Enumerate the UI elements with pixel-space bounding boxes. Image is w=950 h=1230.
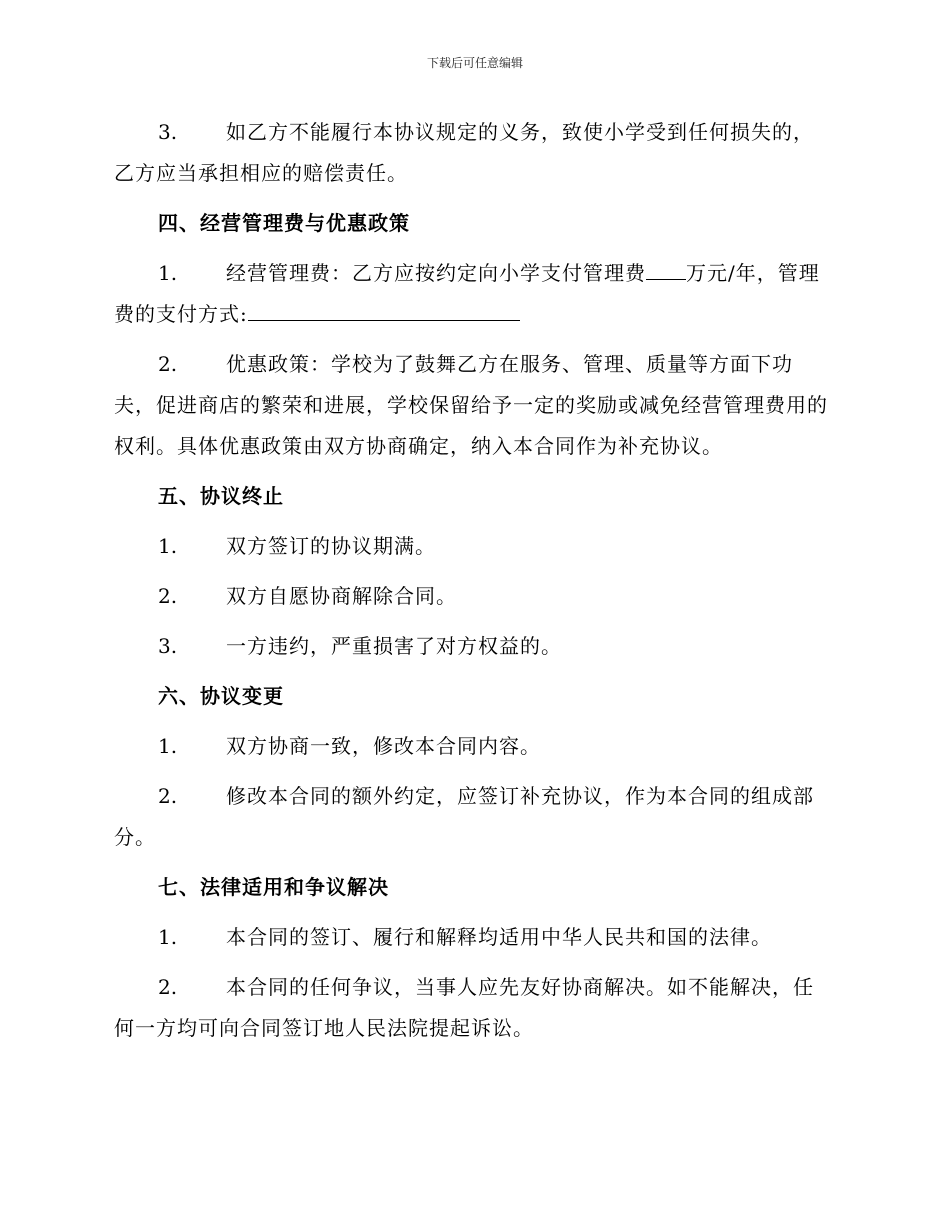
page-header: 下载后可任意编辑 xyxy=(426,56,523,70)
list-item xyxy=(114,626,832,667)
item-number: 2. xyxy=(158,584,178,608)
document-body xyxy=(114,112,832,1058)
section-heading: 七、法律适用和争议解决 xyxy=(158,875,389,899)
item-number: 2. xyxy=(158,352,178,376)
item-text: 本合同的签订、履行和解释均适用中华人民共和国的法律。 xyxy=(226,925,772,949)
list-item xyxy=(114,344,832,467)
item-number: 3. xyxy=(158,634,178,658)
section-heading: 五、协议终止 xyxy=(158,484,284,508)
item-text: 本合同的任何争议，当事人应先友好协商解决。如不能解决，任何一方均可向合同签订地人民法院提起诉讼。 xyxy=(114,975,814,1040)
list-item xyxy=(114,776,832,858)
item-text: 优惠政策：学校为了鼓舞乙方在服务、管理、质量等方面下功夫，促进商店的繁荣和进展，学校保留给予一定的奖励或减免经营管理费用的权利。具体优惠政策由双方协商确定，纳入本合同作为补充协议。 xyxy=(114,352,828,458)
list-item xyxy=(114,253,832,335)
item-number: 3. xyxy=(158,120,178,144)
item-text: 修改本合同的额外约定，应签订补充协议，作为本合同的组成部分。 xyxy=(114,784,814,849)
section-heading: 六、协议变更 xyxy=(158,684,284,708)
list-item xyxy=(114,917,832,958)
item-text: 双方协商一致，修改本合同内容。 xyxy=(226,734,541,758)
item-text: 如乙方不能履行本协议规定的义务，致使小学受到任何损失的，乙方应当承担相应的赔偿责任。 xyxy=(114,120,814,185)
fill-in-blank xyxy=(248,300,520,321)
list-item xyxy=(114,967,832,1049)
item-number: 1. xyxy=(158,925,178,949)
item-number: 1. xyxy=(158,534,178,558)
list-item xyxy=(114,526,832,567)
item-text: 一方违约，严重损害了对方权益的。 xyxy=(226,634,562,658)
item-number: 2. xyxy=(158,975,178,999)
list-item xyxy=(114,112,832,194)
item-text: 经营管理费：乙方应按约定向小学支付管理费 xyxy=(226,261,646,285)
item-text: 双方自愿协商解除合同。 xyxy=(226,584,457,608)
fill-in-blank xyxy=(646,259,686,280)
item-number: 2. xyxy=(158,784,178,808)
item-number: 1. xyxy=(158,734,178,758)
list-item xyxy=(114,726,832,767)
section-heading: 四、经营管理费与优惠政策 xyxy=(158,211,410,235)
item-text: 双方签订的协议期满。 xyxy=(226,534,436,558)
item-text: 万元/年，管理费的支付方式: xyxy=(114,261,820,326)
list-item xyxy=(114,576,832,617)
item-number: 1. xyxy=(158,261,178,285)
